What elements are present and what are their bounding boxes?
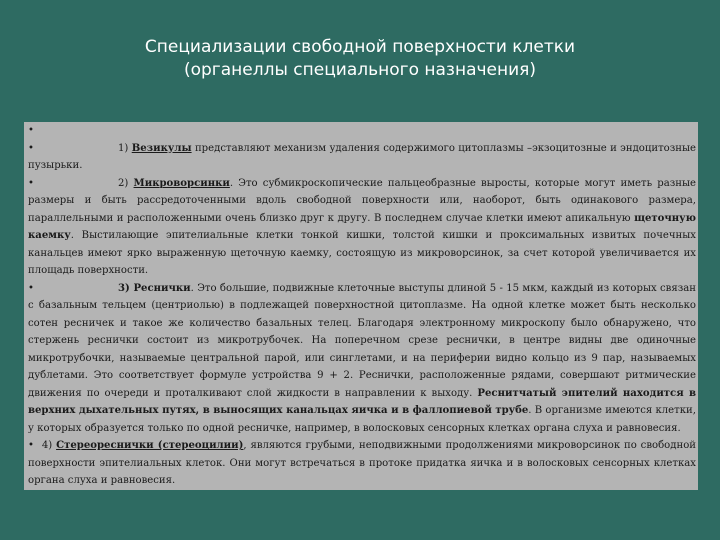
slide-title — [40, 36, 680, 82]
term-vesicles: Везикулы — [131, 142, 192, 154]
term-brush-border: щеточную каемку — [28, 212, 696, 241]
bullet: • — [28, 440, 34, 451]
term-cilia: 3) Реснички — [118, 282, 191, 294]
content-panel — [24, 122, 698, 490]
bullet: • — [28, 142, 34, 154]
paragraph-text-2: . В организме имеются клетки, у которых образуется только по одной ресничке, например, в волосковых сенсорных клетках органа слуха и равновесия. — [28, 405, 696, 434]
paragraph-vesicles — [28, 140, 696, 175]
paragraph-stereocilia — [28, 437, 696, 490]
paragraph-text-2: . Выстилающие эпителиальные клетки тонкой кишки, толстой кишки и проксимальных извитых почечных канальцев имеют ярко выраженную щеточную каемку, состоящую из микроворсинок, за счет которой увеличивается их площадь поверхности. — [28, 230, 696, 276]
body-text — [28, 122, 696, 490]
term-stereocilia: Стереореснички (стереоцилии) — [56, 440, 244, 451]
paragraph-microvilli — [28, 175, 696, 280]
paragraph-text: . Это субмикроскопические пальцеобразные выросты, которые могут иметь разные размеры и быть рассредоточенными вдоль свободной поверхности или, наоборот, быть одинакового размера, параллельными и расположенными очень близко друг к другу. В последнем случае клетки имеют апикальную — [28, 177, 696, 224]
item-number: 4) — [38, 440, 57, 451]
item-number: 2) — [118, 177, 134, 189]
bullet: • — [28, 177, 34, 189]
title-line-1: Специализации свободной поверхности клетки — [144, 37, 576, 57]
paragraph-text: . Это большие, подвижные клеточные выступы длиной 5 - 15 мкм, каждый из которых связан с базальным тельцем (центриолью) в подлежащей поверхностной цитоплазме. На одной клетке может быть несколько сотен ресничек и такое же количество базальных телец. Благодаря электронному микроскопу было обнаружено, что стержень реснички состоит из микротрубочек. На поперечном срезе реснички, в центре видны две одиночные микротрубочки, называемые центральной парой, или синглетами, и на периферии видно кольцо из 9 пар, называемых дублетами. Это соответствует формуле устройства 9 + 2. Реснички, расположенные рядами, совершают ритмические движения по очереди и проталкивают слой жидкости в направлении к выходу. — [28, 282, 696, 399]
title-line-2: (органеллы специального назначения) — [183, 60, 537, 80]
paragraph-text: , являются грубыми, неподвижными продолжениями микроворсинок по свободной поверхности эпителиальных клеток. Они могут встречаться в протоке придатка яичка и в волосковых сенсорных клетках органа слуха и равновесия. — [28, 440, 696, 486]
paragraph-cilia — [28, 280, 696, 438]
ciliated-epithelium-note: Реснитчатый эпителий находится в верхних дыхательных путях, в выносящих канальцах яичка и в фаллопиевой трубе — [28, 387, 696, 416]
bullet: • — [28, 282, 34, 294]
term-microvilli: Микроворсинки — [133, 177, 230, 189]
item-number: 1) — [118, 142, 132, 154]
paragraph-text: представляют механизм удаления содержимого цитоплазмы –экзоцитозные и эндоцитозные пузырьки. — [28, 142, 696, 171]
bullet: • — [28, 125, 34, 136]
empty-bullet-line — [28, 122, 696, 140]
